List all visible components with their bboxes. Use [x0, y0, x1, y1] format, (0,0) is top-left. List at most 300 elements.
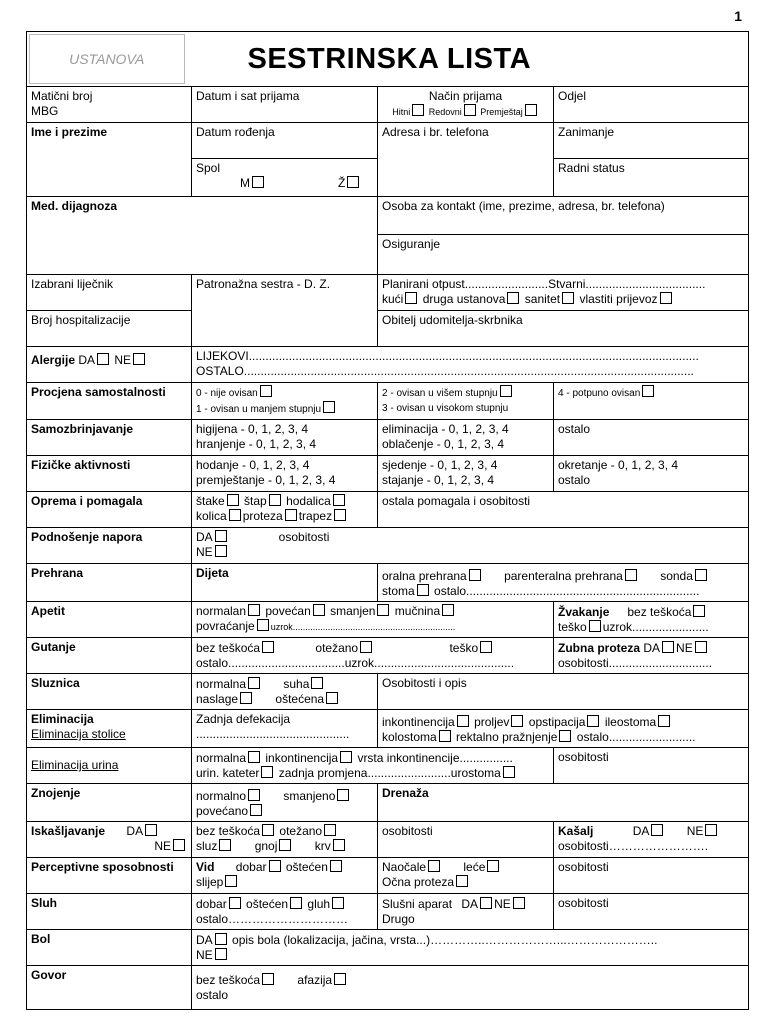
- physical-col3: [554, 456, 749, 492]
- hospitalization-cell[interactable]: [27, 311, 192, 347]
- urostomy-checkbox[interactable]: [503, 766, 515, 778]
- rectal-emptying-checkbox[interactable]: [559, 730, 571, 742]
- ileostomy-label: ileostoma: [604, 715, 657, 729]
- chewing-ok-checkbox[interactable]: [693, 605, 705, 617]
- home-checkbox[interactable]: [405, 292, 417, 304]
- mucosa-row: [27, 674, 749, 710]
- insurance-label: Osiguranje: [382, 237, 441, 251]
- hearing-options: [192, 894, 378, 930]
- level-0-label: 0 - nije ovisan: [196, 388, 258, 399]
- vision-good-checkbox[interactable]: [269, 860, 281, 872]
- hearing-notes-cell[interactable]: [554, 894, 749, 930]
- dressing-scale[interactable]: oblačenje - 0, 1, 2, 3, 4: [382, 437, 505, 451]
- independence-col3: [554, 383, 749, 420]
- mbg-label: MBG: [31, 104, 59, 118]
- parenteral-checkbox[interactable]: [625, 569, 637, 581]
- own-transport-label: vlastiti prijevoz: [579, 292, 658, 306]
- header-row: [27, 32, 749, 87]
- medicines-line[interactable]: LIJEKOVI.......................................................................................................................................: [196, 349, 699, 363]
- address-label: Adresa i br. telefona: [382, 125, 489, 139]
- drainage-cell[interactable]: [378, 784, 749, 822]
- chewing-cause-line[interactable]: uzrok.......................: [602, 620, 709, 634]
- allergies-no-checkbox[interactable]: [133, 353, 145, 365]
- vision-label: Vid: [196, 860, 215, 874]
- swallow-other-line[interactable]: ostalo...................................uzrok..........................................: [196, 656, 515, 670]
- vision-options: [192, 858, 378, 894]
- expectoration-yes-checkbox[interactable]: [145, 824, 157, 836]
- speech-label-cell: [27, 966, 192, 1010]
- hearing-aid-no-checkbox[interactable]: [513, 897, 525, 909]
- equipment-label-cell: [27, 492, 192, 528]
- independence-label: Procjena samostalnosti: [31, 385, 166, 399]
- eye-prosthesis-label: Očna proteza: [382, 875, 455, 889]
- mucosa-notes-cell[interactable]: [378, 674, 749, 710]
- cough-cell: [554, 822, 749, 858]
- walking-scale[interactable]: hodanje - 0, 1, 2, 3, 4: [196, 458, 310, 472]
- eye-prosthesis-checkbox[interactable]: [456, 875, 468, 887]
- wheelchair-checkbox[interactable]: [229, 509, 241, 521]
- admission-date-label: Datum i sat prijama: [196, 89, 300, 103]
- elimination-scale[interactable]: eliminacija - 0, 1, 2, 3, 4: [382, 422, 509, 436]
- page-number: 1: [734, 8, 742, 24]
- expect-difficult-label: otežano: [279, 824, 323, 838]
- male-label: M: [240, 176, 250, 190]
- glasses-options: [378, 858, 554, 894]
- nurse-cell[interactable]: [192, 275, 378, 347]
- birth-date-label: Datum rođenja: [196, 125, 275, 139]
- diagnosis-label: Med. dijagnoza: [31, 199, 118, 213]
- stool-other-line[interactable]: ostalo..........................: [576, 730, 696, 744]
- hearing-row: [27, 894, 749, 930]
- maticni-broj-label: Matični broj: [31, 89, 93, 103]
- other-allergies-line[interactable]: OSTALO.......................................................................................................................................: [196, 364, 694, 378]
- nausea-label: mučnina: [394, 604, 441, 618]
- hygiene-scale[interactable]: higijena - 0, 1, 2, 3, 4: [196, 422, 309, 436]
- vision-impaired-checkbox[interactable]: [330, 860, 342, 872]
- stool-row: [27, 710, 749, 748]
- appetite-cause-line[interactable]: uzrok.................................................................: [270, 622, 456, 632]
- deaf-checkbox[interactable]: [332, 897, 344, 909]
- cough-yes-checkbox[interactable]: [651, 824, 663, 836]
- swallow-hard-checkbox[interactable]: [480, 641, 492, 653]
- mucosa-normal-label: normalna: [196, 677, 247, 691]
- stool-label: Eliminacija stolice: [31, 727, 126, 741]
- foster-cell[interactable]: [378, 311, 749, 347]
- constipation-label: opstipacija: [528, 715, 586, 729]
- swallow-ok-label: bez teškoća: [196, 641, 261, 655]
- expectoration-no-label: NE: [154, 839, 171, 853]
- female-label: Ž: [338, 176, 346, 190]
- pain-description-line[interactable]: opis bola (lokalizacija, jačina, vrsta...)…………..………………...…………………..: [232, 933, 658, 947]
- hearing-other-line[interactable]: ostalo…………………………: [196, 912, 349, 926]
- last-change-line[interactable]: zadnja promjena.........................urostoma: [278, 766, 501, 780]
- expect-ok-label: bez teškoća: [196, 824, 261, 838]
- swallow-difficult-checkbox[interactable]: [360, 641, 372, 653]
- hitni-label: Hitni: [392, 107, 411, 117]
- level-2-checkbox[interactable]: [500, 385, 512, 397]
- decreased-appetite-label: smanjen: [330, 604, 376, 618]
- patient-row: [27, 123, 749, 159]
- pus-checkbox[interactable]: [279, 839, 291, 851]
- deaf-label: gluh: [307, 897, 331, 911]
- appetite-label: Apetit: [31, 604, 65, 618]
- institution-logo: USTANOVA: [29, 34, 185, 84]
- foster-label: Obitelj udomitelja-skrbnika: [382, 313, 523, 327]
- mucosa-label: Sluznica: [31, 676, 80, 690]
- sweat-reduced-checkbox[interactable]: [337, 789, 349, 801]
- premjestaj-checkbox[interactable]: [525, 104, 537, 116]
- urinary-incontinence-checkbox[interactable]: [340, 751, 352, 763]
- exertion-yes-checkbox[interactable]: [215, 530, 227, 542]
- exertion-notes-label: osobitosti: [278, 530, 330, 544]
- exertion-label: Podnošenje napora: [31, 530, 143, 544]
- name-label: Ime i prezime: [31, 125, 108, 139]
- speech-ok-checkbox[interactable]: [262, 973, 274, 985]
- hearing-aid-cell: [378, 894, 554, 930]
- equipment-other-cell[interactable]: [378, 492, 749, 528]
- standing-scale[interactable]: stajanje - 0, 1, 2, 3, 4: [382, 473, 495, 487]
- swallowing-row: [27, 638, 749, 674]
- hearing-label-cell: [27, 894, 192, 930]
- allergies-row: [27, 347, 749, 383]
- catheter-label: urin. kateter: [196, 766, 260, 780]
- physician-label: Izabrani liječnik: [31, 277, 114, 291]
- diarrhea-checkbox[interactable]: [511, 715, 523, 727]
- cane-checkbox[interactable]: [269, 494, 281, 506]
- redovni-label: Redovni: [428, 107, 462, 117]
- speech-other-label: ostalo: [196, 987, 229, 1002]
- sweat-normal-checkbox[interactable]: [248, 789, 260, 801]
- pain-label-cell: [27, 930, 192, 966]
- vision-impaired-label: oštećen: [285, 860, 328, 874]
- department-label: Odjel: [558, 89, 587, 103]
- mucosa-options: [192, 674, 378, 710]
- urine-row: [27, 748, 749, 784]
- speech-row: [27, 966, 749, 1010]
- department-cell[interactable]: [554, 87, 749, 123]
- swallow-ok-checkbox[interactable]: [262, 641, 274, 653]
- appetite-label-cell: [27, 602, 192, 638]
- expectoration-options: [192, 822, 378, 858]
- hearing-aid-label: Slušni aparat: [382, 897, 453, 911]
- stool-label-cell: [27, 710, 192, 748]
- stoma-checkbox[interactable]: [417, 584, 429, 596]
- speech-options: [192, 966, 749, 1010]
- last-defecation-label: Zadnja defekacija: [196, 712, 291, 726]
- selfcare-col3[interactable]: [554, 420, 749, 456]
- appetite-options: [192, 602, 554, 638]
- title-cell: [187, 32, 749, 87]
- level-4-checkbox[interactable]: [642, 385, 654, 397]
- swallow-difficult-label: otežano: [315, 641, 359, 655]
- pain-label: Bol: [31, 932, 51, 946]
- selfcare-col1: [192, 420, 378, 456]
- sweating-row: [27, 784, 749, 822]
- trapeze-checkbox[interactable]: [334, 509, 346, 521]
- denture-no-checkbox[interactable]: [695, 641, 707, 653]
- hearing-impaired-checkbox[interactable]: [290, 897, 302, 909]
- nutrition-options: [378, 564, 749, 602]
- speech-label: Govor: [31, 968, 67, 982]
- selfcare-col2: [378, 420, 554, 456]
- expect-difficult-checkbox[interactable]: [324, 824, 336, 836]
- turning-scale[interactable]: okretanje - 0, 1, 2, 3, 4: [558, 458, 679, 472]
- form-table: [26, 31, 749, 1010]
- chewing-ok-label: bez teškoća: [627, 605, 692, 619]
- exertion-no-label: NE: [196, 545, 213, 559]
- hearing-good-checkbox[interactable]: [229, 897, 241, 909]
- hearing-aid-yes-checkbox[interactable]: [480, 897, 492, 909]
- cough-label: Kašalj: [558, 824, 594, 838]
- independence-row: [27, 383, 749, 420]
- hearing-aid-yes-label: DA: [461, 897, 479, 911]
- allergies-label-cell: [27, 347, 192, 383]
- hospitalization-row: [27, 311, 749, 347]
- hitni-checkbox[interactable]: [412, 104, 424, 116]
- perception-row: [27, 858, 749, 894]
- fecal-incontinence-label: inkontinencija: [382, 715, 455, 729]
- expectoration-yes-label: DA: [126, 824, 144, 838]
- speech-ok-label: bez teškoća: [196, 972, 261, 987]
- expect-ok-checkbox[interactable]: [262, 824, 274, 836]
- pus-label: gnoj: [254, 839, 278, 853]
- oral-checkbox[interactable]: [469, 569, 481, 581]
- expectoration-notes-cell[interactable]: [378, 822, 554, 858]
- gender-cell: [192, 159, 378, 197]
- work-status-label: Radni status: [558, 161, 625, 175]
- last-defecation-line[interactable]: ..............................................: [196, 727, 350, 741]
- allergies-yes-checkbox[interactable]: [97, 353, 109, 365]
- address-cell[interactable]: [378, 123, 554, 197]
- blood-checkbox[interactable]: [333, 839, 345, 851]
- hearing-label: Sluh: [31, 896, 57, 910]
- nutrition-other-line[interactable]: ostalo......................................................................: [434, 584, 700, 598]
- own-transport-checkbox[interactable]: [660, 292, 672, 304]
- physical-label: Fizičke aktivnosti: [31, 458, 131, 472]
- birth-date-cell[interactable]: [192, 123, 378, 159]
- exertion-yes-label: DA: [196, 530, 213, 544]
- cough-no-checkbox[interactable]: [705, 824, 717, 836]
- ambulance-checkbox[interactable]: [562, 292, 574, 304]
- blood-label: krv: [314, 839, 331, 853]
- aphasia-checkbox[interactable]: [334, 973, 346, 985]
- occupation-cell[interactable]: [554, 123, 749, 159]
- hearing-good-label: dobar: [196, 897, 227, 911]
- level-0-checkbox[interactable]: [260, 385, 272, 397]
- discharge-cell: [378, 275, 749, 311]
- contact-cell[interactable]: [378, 197, 749, 235]
- wheelchair-label: kolica: [196, 509, 227, 523]
- ileostomy-checkbox[interactable]: [658, 715, 670, 727]
- feeding-scale[interactable]: hranjenje - 0, 1, 2, 3, 4: [196, 437, 317, 451]
- sitting-scale[interactable]: sjedenje - 0, 1, 2, 3, 4: [382, 458, 498, 472]
- decreased-appetite-checkbox[interactable]: [377, 604, 389, 616]
- cough-notes-line[interactable]: osobitosti…………………….: [558, 839, 709, 853]
- chewing-hard-checkbox[interactable]: [589, 620, 601, 632]
- lenses-label: leće: [463, 860, 486, 874]
- denture-yes-label: DA: [643, 641, 661, 655]
- ambulance-label: sanitet: [524, 292, 561, 306]
- level-1-checkbox[interactable]: [323, 401, 335, 413]
- female-checkbox[interactable]: [347, 176, 359, 188]
- admission-type-label: Način prijama: [428, 89, 503, 103]
- walker-checkbox[interactable]: [333, 494, 345, 506]
- perception-label: Perceptivne sposobnosti: [31, 860, 174, 874]
- colostomy-label: kolostoma: [382, 730, 437, 744]
- blind-label: slijep: [196, 875, 224, 889]
- constipation-checkbox[interactable]: [587, 715, 599, 727]
- transfer-scale[interactable]: premještanje - 0, 1, 2, 3, 4: [196, 473, 336, 487]
- denture-label: Zubna proteza: [558, 641, 641, 655]
- colostomy-checkbox[interactable]: [439, 730, 451, 742]
- denture-notes-line[interactable]: osobitosti...............................: [558, 656, 713, 670]
- mucosa-damaged-label: oštećena: [275, 692, 325, 706]
- urine-normal-checkbox[interactable]: [248, 751, 260, 763]
- sweating-options: [192, 784, 378, 822]
- stoma-label: stoma: [382, 584, 415, 598]
- other-institution-label: druga ustanova: [422, 292, 506, 306]
- normal-appetite-checkbox[interactable]: [248, 604, 260, 616]
- name-cell[interactable]: [27, 123, 192, 197]
- chewing-cell: [554, 602, 749, 638]
- fecal-incontinence-checkbox[interactable]: [457, 715, 469, 727]
- id-cell: [27, 87, 192, 123]
- independence-col2: [378, 383, 554, 420]
- pain-row: [27, 930, 749, 966]
- level-3-label: 3 - ovisan u visokom stupnju: [382, 403, 509, 414]
- nutrition-row: [27, 564, 749, 602]
- other-institution-checkbox[interactable]: [507, 292, 519, 304]
- expectoration-label: Iskašljavanje: [31, 824, 106, 838]
- expectoration-label-cell: [27, 822, 192, 858]
- independence-label-cell: [27, 383, 192, 420]
- urine-options: [192, 748, 554, 784]
- drainage-label: Drenaža: [382, 786, 429, 800]
- allergies-detail-cell: [192, 347, 749, 383]
- sweat-reduced-label: smanjeno: [283, 789, 336, 803]
- exertion-row: [27, 528, 749, 564]
- physical-other-label: ostalo: [558, 473, 591, 487]
- admission-row: [27, 87, 749, 123]
- urine-notes-cell[interactable]: [554, 748, 749, 784]
- swallow-hard-label: teško: [449, 641, 479, 655]
- increased-appetite-label: povećan: [265, 604, 311, 618]
- physician-cell[interactable]: [27, 275, 192, 311]
- diet-cell[interactable]: [192, 564, 378, 602]
- physical-col2: [378, 456, 554, 492]
- sweat-normal-label: normalno: [196, 789, 247, 803]
- vision-notes-cell[interactable]: [554, 858, 749, 894]
- prosthesis-label: proteza: [242, 509, 283, 523]
- contact-label: Osoba za kontakt (ime, prezime, adresa, br. telefona): [382, 199, 665, 213]
- appetite-row: [27, 602, 749, 638]
- chewing-label: Žvakanje: [558, 605, 610, 619]
- allergies-no-label: NE: [114, 353, 132, 367]
- pain-options: [192, 930, 749, 966]
- sweating-label: Znojenje: [31, 786, 81, 800]
- hearing-notes-label: osobitosti: [558, 896, 609, 910]
- urine-label-cell: [27, 748, 192, 784]
- normal-appetite-label: normalan: [196, 604, 247, 618]
- physician-row: [27, 275, 749, 311]
- swallowing-options: [192, 638, 554, 674]
- mucosa-coating-checkbox[interactable]: [240, 692, 252, 704]
- swallowing-label: Gutanje: [31, 640, 76, 654]
- work-status-cell[interactable]: [554, 159, 749, 197]
- mucus-label: sluz: [196, 839, 218, 853]
- blind-checkbox[interactable]: [225, 875, 237, 887]
- sweat-increased-checkbox[interactable]: [250, 804, 262, 816]
- mucus-checkbox[interactable]: [219, 839, 231, 851]
- selfcare-label-cell: [27, 420, 192, 456]
- expectoration-no-checkbox[interactable]: [173, 839, 185, 851]
- urine-label: Eliminacija urina: [31, 758, 119, 772]
- sweating-label-cell: [27, 784, 192, 822]
- lenses-checkbox[interactable]: [487, 860, 499, 872]
- admission-date-cell[interactable]: [192, 87, 378, 123]
- exertion-options: [192, 528, 749, 564]
- glasses-label: Naočale: [382, 860, 427, 874]
- tube-label: sonda: [660, 569, 693, 583]
- pain-no-checkbox[interactable]: [215, 948, 227, 960]
- increased-appetite-checkbox[interactable]: [313, 604, 325, 616]
- parenteral-label: parenteralna prehrana: [504, 569, 623, 583]
- male-checkbox[interactable]: [252, 176, 264, 188]
- mucosa-normal-checkbox[interactable]: [248, 677, 260, 689]
- chewing-hard-label: teško: [558, 620, 587, 634]
- mucosa-damaged-checkbox[interactable]: [326, 692, 338, 704]
- vomiting-label: povraćanje: [196, 619, 255, 633]
- elimination-label: Eliminacija: [31, 712, 94, 726]
- vision-notes-label: osobitosti: [558, 860, 609, 874]
- walker-label: hodalica: [286, 494, 331, 508]
- denture-cell: [554, 638, 749, 674]
- admission-type-cell: [378, 87, 554, 123]
- pain-yes-checkbox[interactable]: [215, 933, 227, 945]
- physical-col1: [192, 456, 378, 492]
- form-title: SESTRINSKA LISTA: [247, 42, 532, 75]
- level-2-label: 2 - ovisan u višem stupnju: [382, 388, 498, 399]
- glasses-checkbox[interactable]: [428, 860, 440, 872]
- exertion-label-cell: [27, 528, 192, 564]
- cough-no-label: NE: [686, 824, 704, 838]
- pain-no-label: NE: [196, 948, 213, 962]
- diagnosis-cell[interactable]: [27, 197, 378, 275]
- incontinence-type-line[interactable]: vrsta inkontinencije................: [357, 751, 513, 765]
- crutches-checkbox[interactable]: [227, 494, 239, 506]
- occupation-label: Zanimanje: [558, 125, 615, 139]
- redovni-checkbox[interactable]: [464, 104, 476, 116]
- gender-label: Spol: [196, 161, 221, 175]
- selfcare-row: [27, 420, 749, 456]
- tube-checkbox[interactable]: [695, 569, 707, 581]
- aphasia-label: afazija: [297, 972, 333, 987]
- diagnosis-row: [27, 197, 749, 235]
- denture-yes-checkbox[interactable]: [662, 641, 674, 653]
- logo-cell: [27, 32, 187, 87]
- catheter-checkbox[interactable]: [261, 766, 273, 778]
- mucosa-coating-label: naslage: [196, 692, 239, 706]
- equipment-other-label: ostala pomagala i osobitosti: [382, 494, 531, 508]
- prosthesis-checkbox[interactable]: [285, 509, 297, 521]
- insurance-cell[interactable]: [378, 235, 749, 275]
- equipment-label: Oprema i pomagala: [31, 494, 143, 508]
- nutrition-label: Prehrana: [31, 566, 84, 580]
- mucosa-dry-checkbox[interactable]: [311, 677, 323, 689]
- exertion-no-checkbox[interactable]: [215, 545, 227, 557]
- vomiting-checkbox[interactable]: [257, 619, 269, 631]
- nausea-checkbox[interactable]: [442, 604, 454, 616]
